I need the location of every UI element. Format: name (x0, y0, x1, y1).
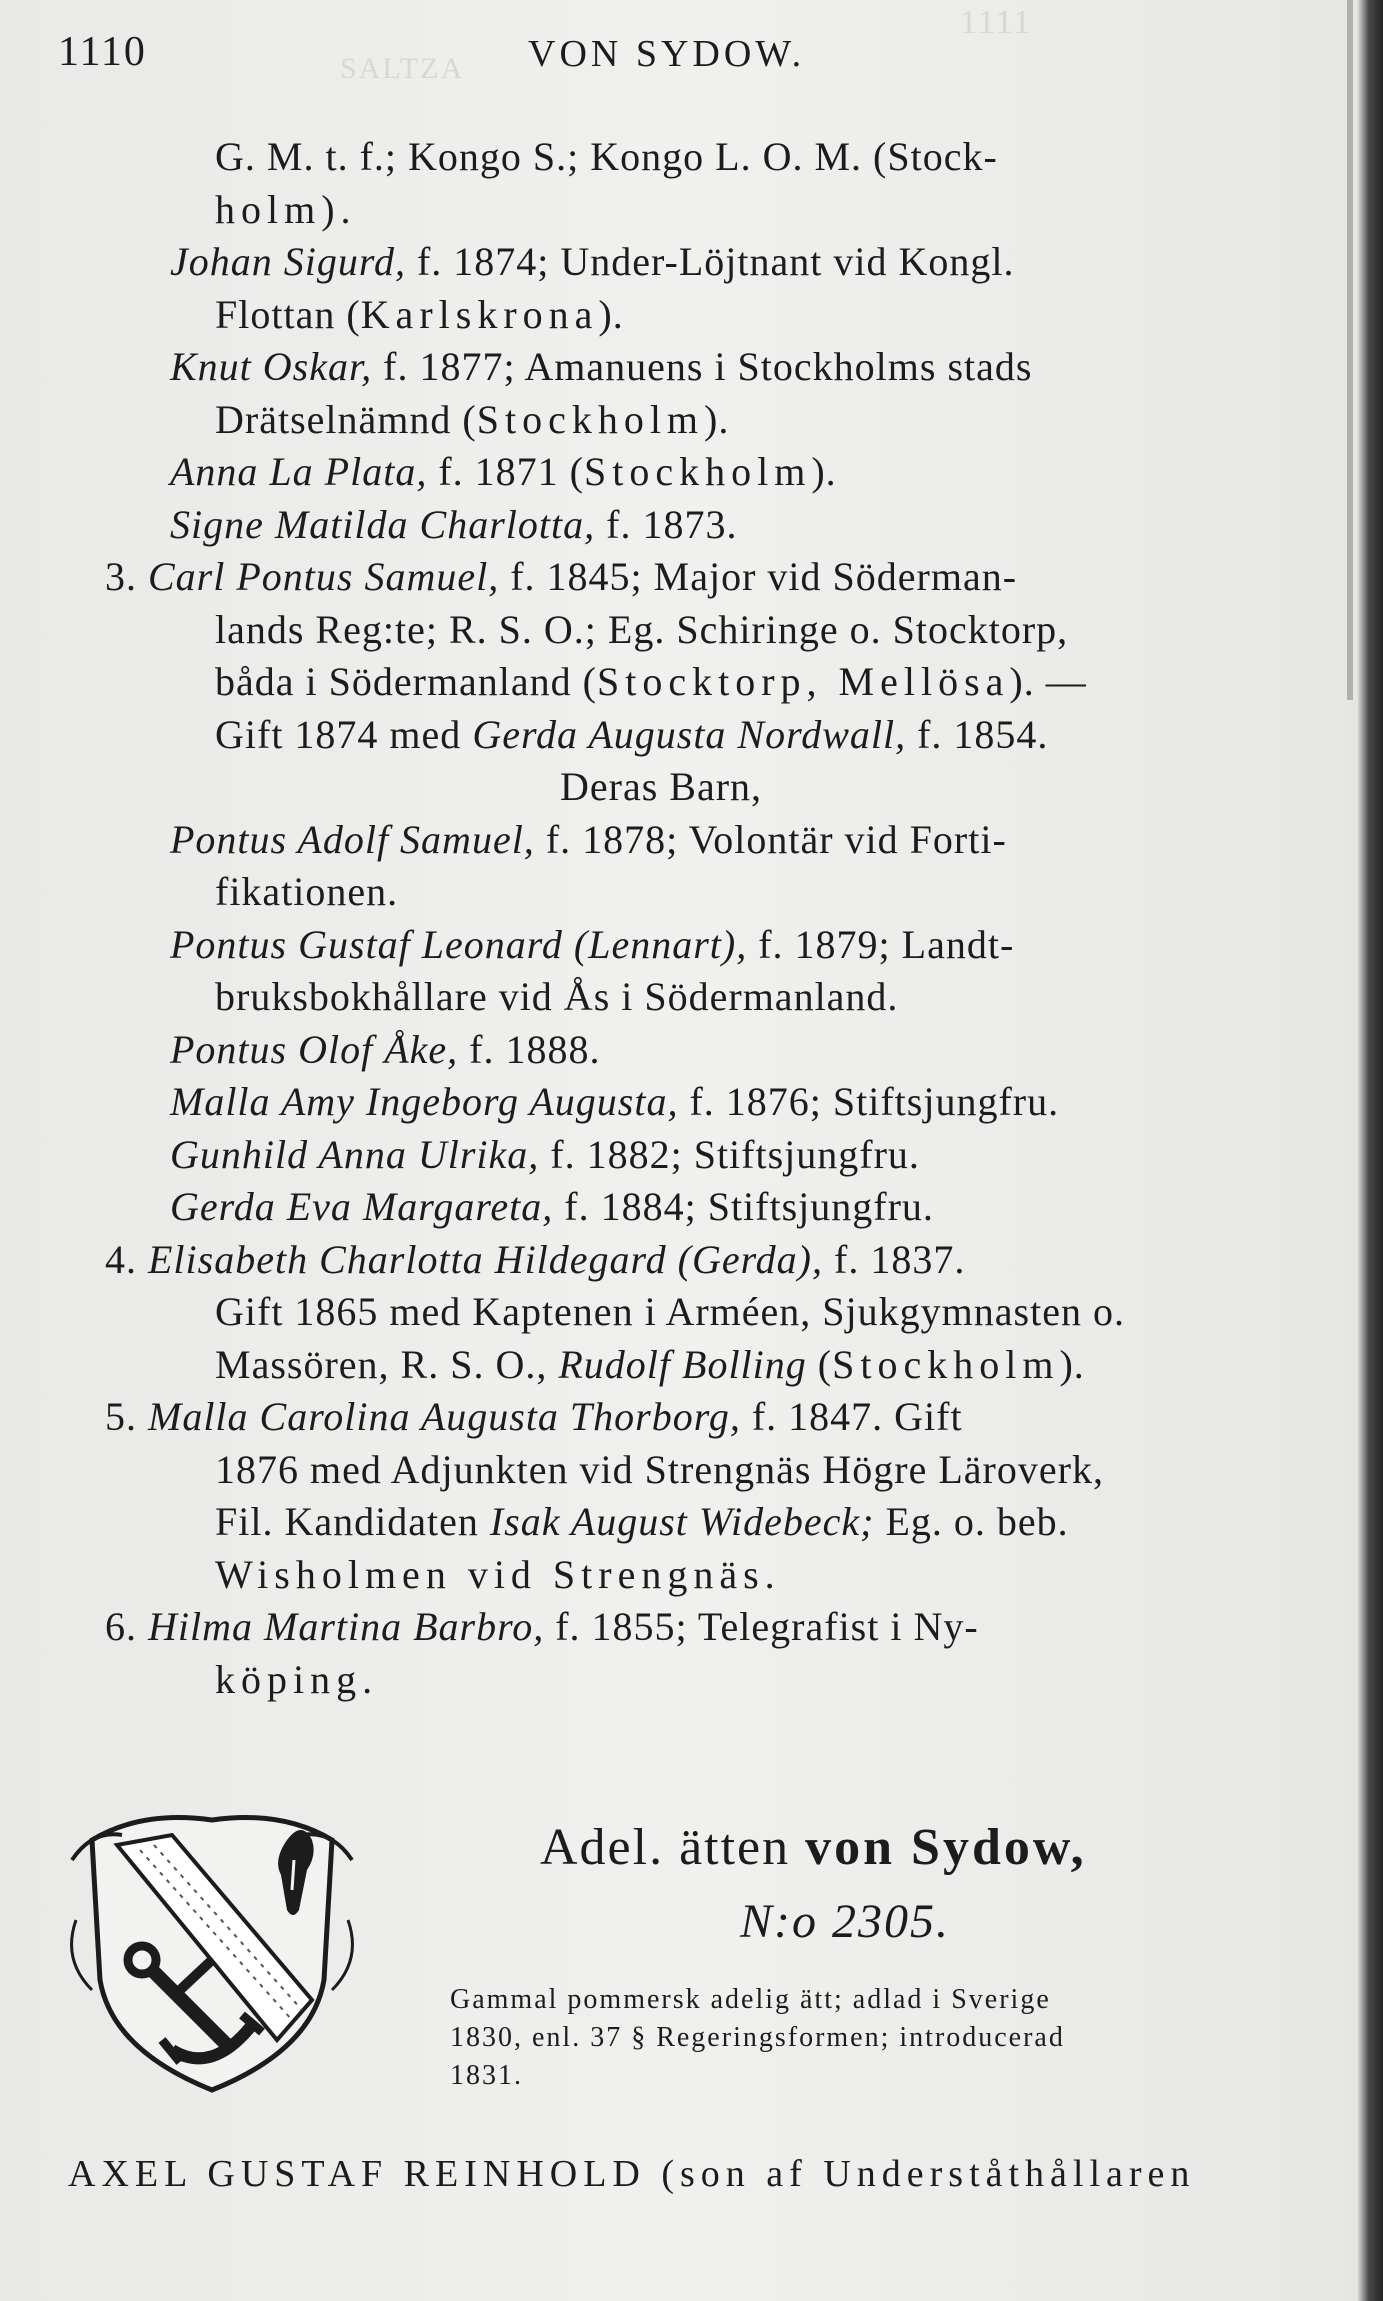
text-line (215, 867, 398, 917)
text-segment: f. 1888. (458, 1026, 601, 1072)
bleed-through-text-b: SALTZA (340, 52, 465, 85)
text-line (170, 342, 1032, 392)
text-segment: f. 1878; Volontär vid Forti- (534, 816, 1007, 862)
text-line (215, 1287, 1125, 1337)
text-segment: f. 1854. (906, 711, 1049, 757)
page-number: 1110 (58, 29, 147, 75)
description-line-3: 1831. (450, 2060, 523, 2091)
text-line (170, 1025, 601, 1075)
bleed-through-text-a: 1111 (960, 4, 1033, 41)
text-segment: Flottan ( (215, 291, 361, 337)
family-name: von Sydow, (805, 1819, 1087, 1876)
person-name: Johan Sigurd, (170, 239, 406, 284)
text-segment: f. 1855; Telegrafist i Ny- (544, 1604, 979, 1649)
text-segment: båda i Södermanland ( (215, 659, 597, 704)
text-line (170, 237, 1015, 287)
spaced-text: Stockholm (832, 1341, 1060, 1387)
text-segment: Gift 1865 med Kaptenen i Arméen, Sjukgymnasten o. (215, 1289, 1125, 1334)
text-line (105, 552, 1017, 602)
text-segment: ). — (1009, 659, 1087, 704)
text-line (215, 710, 1048, 760)
text-line (105, 1602, 979, 1652)
text-line (215, 1497, 1069, 1547)
text-segment: 4. (105, 1236, 148, 1282)
text-segment: bruksbokhållare vid Ås i Södermanland. (215, 974, 899, 1019)
person-name: Hilma Martina Barbro, (148, 1604, 545, 1649)
spaced-text: Wisholmen vid Strengnäs. (215, 1551, 781, 1597)
person-name: Elisabeth Charlotta Hildegard (Gerda), (148, 1236, 823, 1282)
text-line (215, 1655, 378, 1705)
person-name: Pontus Gustaf Leonard (Lennart), (170, 921, 748, 967)
person-name: Isak August Widebeck; (489, 1499, 875, 1544)
text-line (105, 1392, 963, 1442)
text-segment: ( (806, 1341, 833, 1387)
spaced-text: holm). (215, 186, 357, 232)
person-name: Anna La Plata, (170, 449, 428, 494)
text-segment: f. 1877; Amanuens i Stockholms stads (372, 344, 1033, 389)
text-segment: 3. (105, 554, 148, 599)
spaced-text: Stocktorp, Mellösa (597, 659, 1010, 704)
text-line (215, 1550, 781, 1600)
person-name: Pontus Adolf Samuel, (170, 816, 535, 862)
text-segment: f. 1845; Major vid Söderman- (499, 554, 1018, 599)
family-title (540, 1816, 1087, 1880)
text-segment: f. 1847. Gift (740, 1394, 963, 1439)
text-segment: 5. (105, 1394, 148, 1439)
family-title-prefix: Adel. ätten (540, 1819, 806, 1876)
text-segment: Massören, R. S. O., (215, 1341, 559, 1387)
person-name: Pontus Olof Åke, (170, 1026, 459, 1072)
text-segment: ). (598, 291, 624, 337)
page-edge-shadow-inner (1347, 0, 1353, 700)
text-line (215, 605, 1068, 655)
text-segment: f. 1882; Stiftsjungfru. (539, 1131, 920, 1177)
person-name: Carl Pontus Samuel, (148, 554, 500, 599)
coat-of-arms (62, 1800, 362, 2100)
text-segment: f. 1873. (595, 501, 738, 547)
text-line (170, 1077, 1059, 1127)
text-segment: f. 1884; Stiftsjungfru. (553, 1184, 934, 1229)
spaced-text: Stockholm (476, 396, 705, 442)
text-segment: f. 1879; Landt- (747, 921, 1015, 967)
text-line (560, 762, 762, 812)
text-segment: fikationen. (215, 869, 399, 914)
running-head: VON SYDOW. (528, 33, 806, 75)
text-line (170, 815, 1007, 865)
spaced-text: Stockholm (583, 449, 812, 494)
text-segment: lands Reg:te; R. S. O.; Eg. Schiringe o. Stocktorp, (215, 606, 1069, 652)
text-line (215, 395, 729, 445)
text-segment: ). (704, 396, 730, 442)
person-name: Signe Matilda Charlotta, (170, 501, 596, 547)
person-name: Gerda Augusta Nordwall, (472, 711, 907, 757)
coat-of-arms-icon (62, 1800, 362, 2100)
page-edge-shadow (1357, 0, 1383, 2301)
spaced-text: Karlskrona (360, 291, 599, 337)
description-line-2: 1830, enl. 37 § Regeringsformen; introducerad (450, 2022, 1065, 2053)
text-segment: 6. (105, 1604, 148, 1649)
page-header (58, 28, 1298, 88)
text-line (170, 1130, 920, 1180)
text-segment: 1876 med Adjunkten vid Strengnäs Högre Läroverk, (215, 1446, 1104, 1492)
text-line (170, 447, 837, 497)
text-line (215, 972, 898, 1022)
text-line (170, 1182, 934, 1232)
text-line (170, 920, 1014, 970)
person-name: Malla Amy Ingeborg Augusta, (170, 1079, 679, 1124)
description-line-1: Gammal pommersk adelig ätt; adlad i Sverige (450, 1984, 1051, 2015)
text-line (215, 1445, 1104, 1495)
text-segment: ). (1059, 1341, 1085, 1387)
text-segment: Deras Barn, (560, 764, 763, 809)
text-segment: Fil. Kandidaten (215, 1499, 490, 1544)
text-line (170, 500, 737, 550)
text-line (215, 132, 998, 182)
text-segment: Eg. o. beb. (874, 1499, 1069, 1544)
person-name: Gunhild Anna Ulrika, (170, 1131, 540, 1177)
person-name: Gerda Eva Margareta, (170, 1184, 554, 1229)
person-name: Knut Oskar, (170, 344, 373, 389)
text-segment: Gift 1874 med (215, 711, 473, 757)
text-segment: f. 1874; Under-Löjtnant vid Kongl. (405, 239, 1015, 284)
text-line (215, 657, 1087, 707)
text-line (105, 1235, 965, 1285)
text-line (215, 290, 624, 340)
text-segment: G. M. t. f.; Kongo S.; Kongo L. O. M. (Stock- (215, 134, 998, 179)
spaced-text: köping. (215, 1656, 379, 1702)
family-number: N:o 2305. (740, 1895, 950, 1948)
person-name: Malla Carolina Augusta Thorborg, (148, 1394, 741, 1439)
text-line (215, 1340, 1085, 1390)
text-line (215, 185, 357, 235)
footer-line: AXEL GUSTAF REINHOLD (son af Underståthållaren (68, 2153, 1196, 2195)
text-segment: f. 1837. (823, 1236, 966, 1282)
text-segment: f. 1876; Stiftsjungfru. (678, 1079, 1060, 1124)
person-name: Rudolf Bolling (558, 1341, 807, 1387)
text-segment: f. 1871 ( (427, 449, 584, 494)
text-segment: ). (811, 449, 837, 494)
text-segment: Drätselnämnd ( (215, 396, 477, 442)
